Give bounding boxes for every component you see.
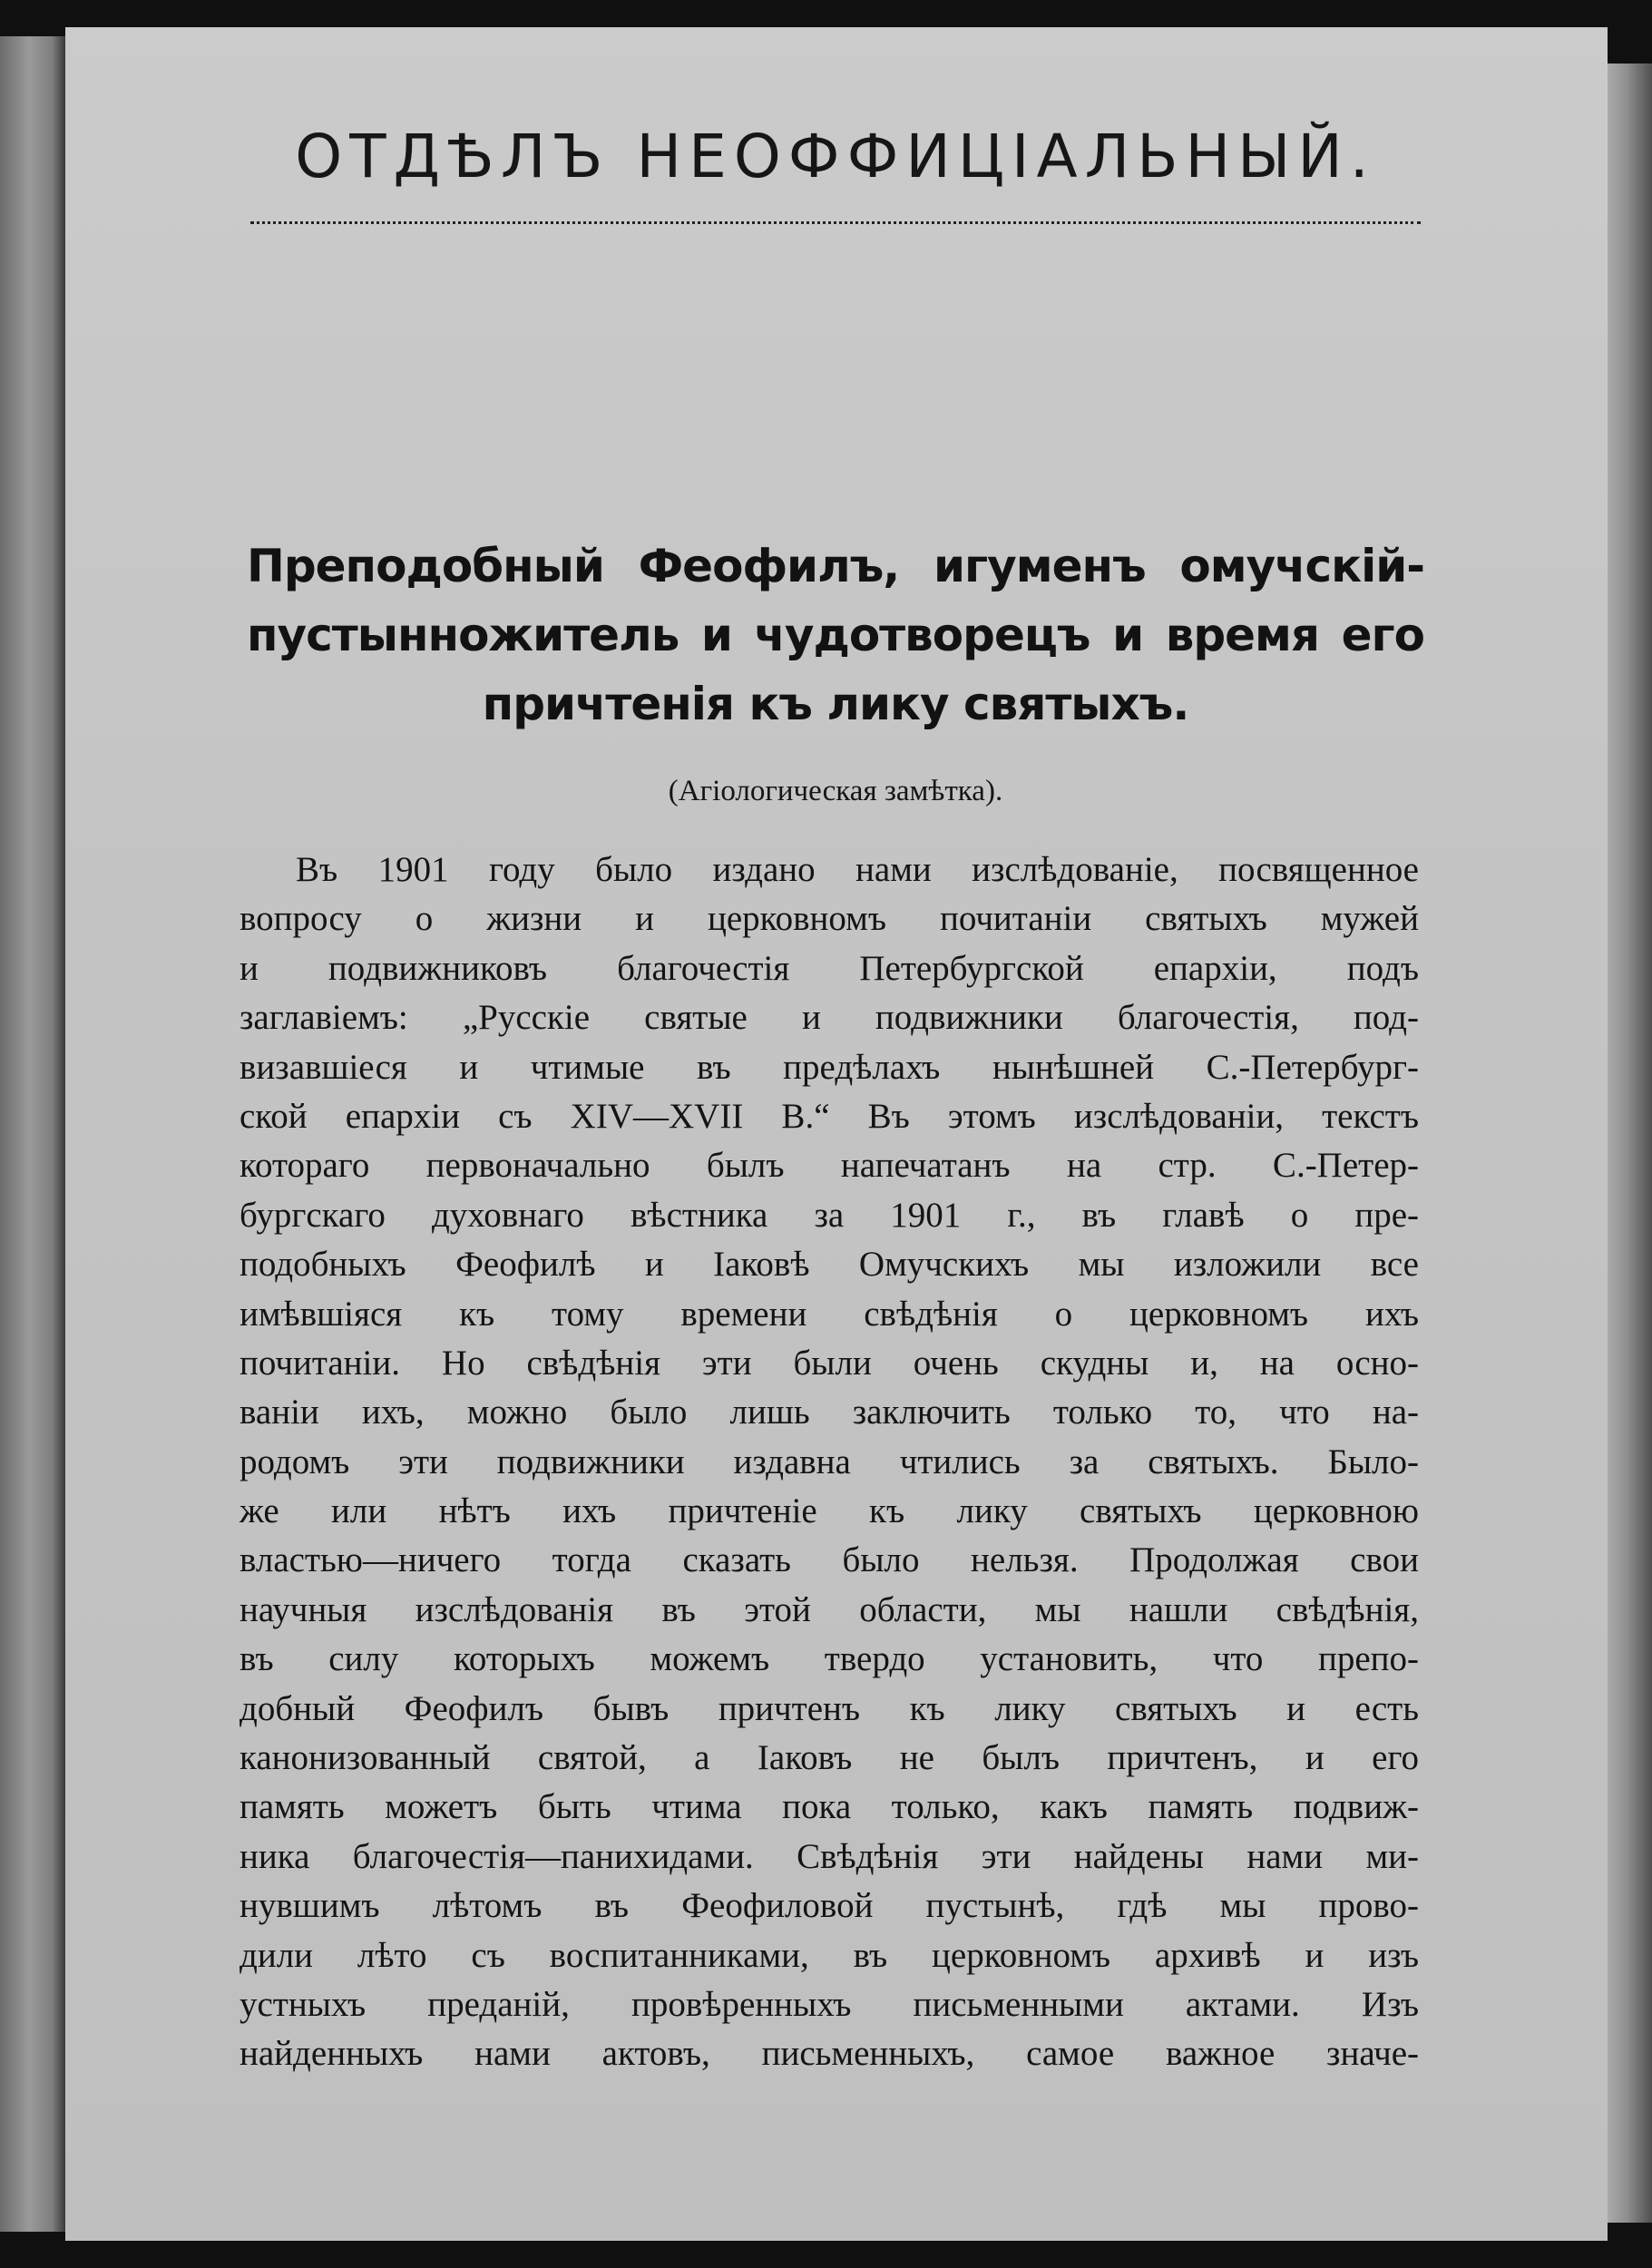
body-line: нувшимъ лѣтомъ въ Феофиловой пустынѣ, гдѣ мы прово- — [239, 1886, 1419, 1926]
body-line: вопросу о жизни и церковномъ почитаніи святыхъ мужей — [239, 899, 1419, 939]
body-line: подобныхъ Феофилѣ и Іаковѣ Омучскихъ мы изложили все — [239, 1245, 1419, 1285]
body-line: родомъ эти подвижники издавна чтились за святыхъ. Было- — [239, 1442, 1419, 1481]
body-line: властью—ничего тогда сказать было нельзя. Продолжая свои — [239, 1540, 1419, 1580]
article-body — [239, 846, 1419, 2079]
body-line: ской епархіи съ XIV—XVII В.“ Въ этомъ изслѣдованіи, текстъ — [239, 1096, 1419, 1136]
facing-page-edge — [0, 36, 65, 2232]
body-line: ника благочестія—панихидами. Свѣдѣнія эти найдены нами ми- — [239, 1836, 1419, 1876]
body-line: почитаніи. Но свѣдѣнія эти были очень скудны и, на осно- — [239, 1343, 1419, 1383]
section-heading: ОТДѢЛЪ НЕОФФИЦІАЛЬНЫЙ. — [295, 122, 1376, 191]
body-line: имѣвшіяся къ тому времени свѣдѣнія о церковномъ ихъ — [239, 1294, 1419, 1334]
body-line: бургскаго духовнаго вѣстника за 1901 г., въ главѣ о пре- — [239, 1195, 1419, 1235]
body-line: котораго первоначально былъ напечатанъ на стр. С.-Петер- — [239, 1146, 1419, 1186]
body-line: же или нѣтъ ихъ причтеніе къ лику святыхъ церковною — [239, 1491, 1419, 1531]
body-line: Въ 1901 году было издано нами изслѣдованіе, посвященное — [296, 850, 1419, 889]
body-line: добный Феофилъ бывъ причтенъ къ лику святыхъ и есть — [239, 1688, 1419, 1728]
body-line: въ силу которыхъ можемъ твердо установить, что препо- — [239, 1639, 1419, 1679]
body-line: дили лѣто съ воспитанниками, въ церковномъ архивѣ и изъ — [239, 1935, 1419, 1975]
body-line: память можетъ быть чтима пока только, какъ память подвиж- — [239, 1787, 1419, 1827]
heading-rule — [250, 216, 1421, 224]
document-page — [65, 27, 1608, 2241]
body-line: ваніи ихъ, можно было лишь заключить только то, что на- — [239, 1393, 1419, 1432]
article-subtitle: (Агіологическая замѣтка). — [668, 775, 1003, 807]
body-line: канонизованный святой, а Іаковъ не былъ причтенъ, и его — [239, 1738, 1419, 1778]
page-stack-edge — [1601, 64, 1652, 2223]
body-line: научныя изслѣдованія въ этой области, мы нашли свѣдѣнія, — [239, 1589, 1419, 1629]
body-line: и подвижниковъ благочестія Петербургской епархіи, подъ — [239, 948, 1419, 988]
body-line: найденныхъ нами актовъ, письменныхъ, самое важное значе- — [239, 2034, 1419, 2074]
article-title: Преподобный Феофилъ, игуменъ омучскій-пустынножитель и чудотворецъ и время его причтенія къ лику святыхъ. — [247, 540, 1424, 730]
body-line: визавшіеся и чтимые въ предѣлахъ нынѣшней С.-Петербург- — [239, 1047, 1419, 1087]
body-line: устныхъ преданій, провѣренныхъ письменными актами. Изъ — [239, 1984, 1419, 2024]
body-line: заглавіемъ: „Русскіе святые и подвижники благочестія, под- — [239, 998, 1419, 1038]
